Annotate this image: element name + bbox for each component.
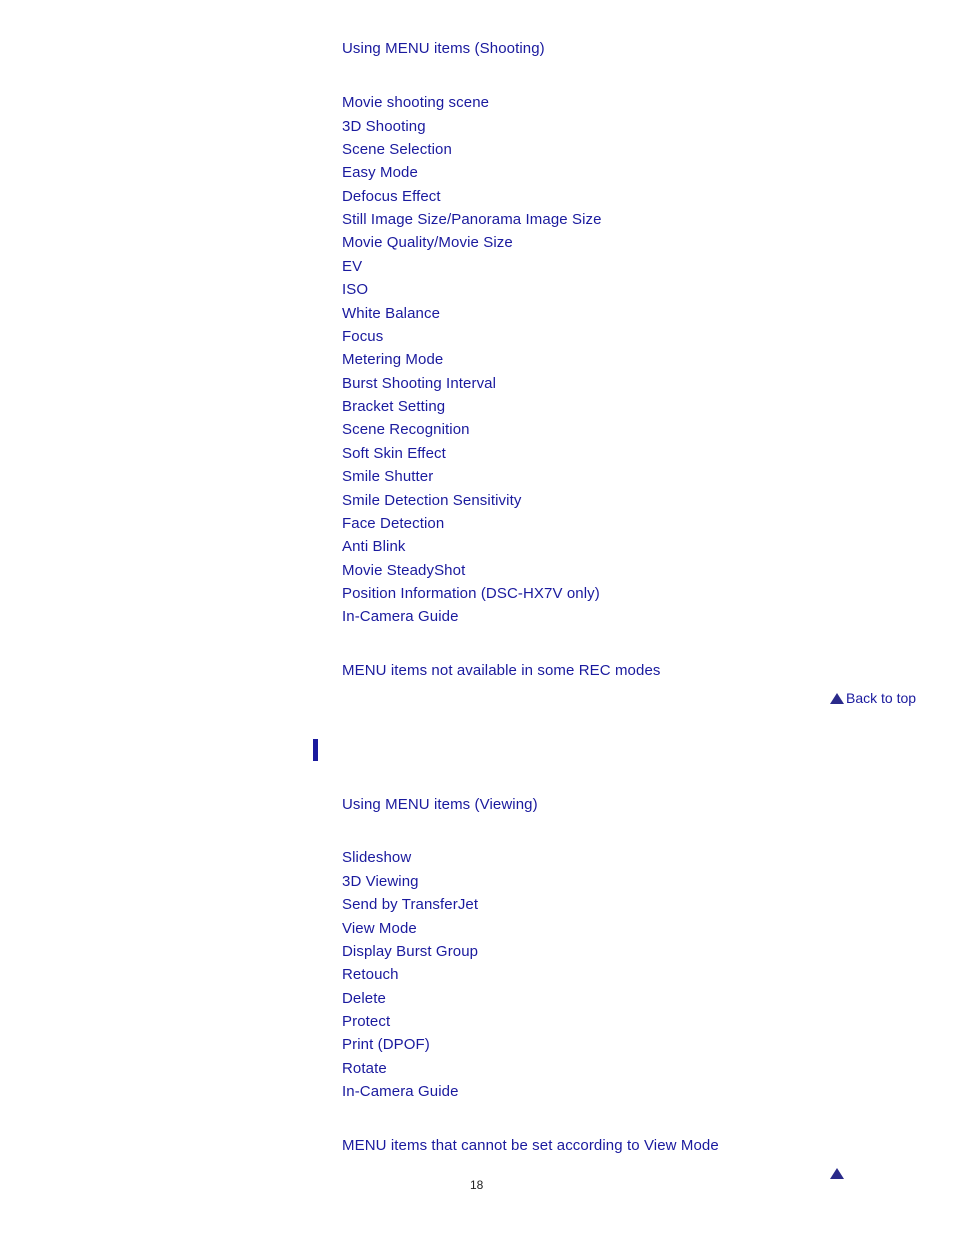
viewing-item-link[interactable]: Rotate	[342, 1060, 387, 1077]
shooting-item-link[interactable]: Movie SteadyShot	[342, 562, 466, 579]
menu-items-cannot-be-set-link[interactable]: MENU items that cannot be set according to View Mode	[342, 1137, 719, 1154]
shooting-item-link[interactable]: Focus	[342, 328, 384, 345]
viewing-item-link[interactable]: Slideshow	[342, 849, 412, 866]
viewing-item-link[interactable]: In-Camera Guide	[342, 1083, 459, 1100]
section-marker-bar	[313, 739, 318, 761]
shooting-item-link[interactable]: 3D Shooting	[342, 118, 426, 135]
shooting-item-link[interactable]: Anti Blink	[342, 538, 406, 555]
viewing-item-link[interactable]: Display Burst Group	[342, 943, 479, 960]
menu-items-not-available-link[interactable]: MENU items not available in some REC modes	[342, 662, 661, 679]
shooting-item-link[interactable]: Defocus Effect	[342, 188, 441, 205]
using-menu-shooting-link[interactable]: Using MENU items (Shooting)	[342, 40, 545, 57]
shooting-item-link[interactable]: Bracket Setting	[342, 398, 446, 415]
shooting-item-link[interactable]: Scene Selection	[342, 141, 452, 158]
back-to-top-label: Back to top	[846, 690, 917, 706]
back-to-top-icon-link[interactable]	[830, 1165, 846, 1181]
shooting-item-link[interactable]: Metering Mode	[342, 351, 444, 368]
viewing-item-link[interactable]: View Mode	[342, 920, 417, 937]
up-triangle-icon	[830, 693, 844, 704]
shooting-item-link[interactable]: Movie Quality/Movie Size	[342, 234, 513, 251]
viewing-item-link[interactable]: Retouch	[342, 966, 399, 983]
back-to-top-link[interactable]	[830, 690, 916, 706]
shooting-item-link[interactable]: Soft Skin Effect	[342, 445, 446, 462]
shooting-item-link[interactable]: Movie shooting scene	[342, 94, 490, 111]
viewing-item-link[interactable]: Send by TransferJet	[342, 896, 479, 913]
shooting-item-link[interactable]: Still Image Size/Panorama Image Size	[342, 211, 602, 228]
shooting-item-link[interactable]: In-Camera Guide	[342, 608, 459, 625]
up-triangle-icon	[830, 1168, 844, 1179]
viewing-item-link[interactable]: Delete	[342, 990, 386, 1007]
viewing-item-link[interactable]: Print (DPOF)	[342, 1036, 430, 1053]
shooting-item-link[interactable]: EV	[342, 258, 363, 275]
shooting-item-link[interactable]: Face Detection	[342, 515, 445, 532]
shooting-item-link[interactable]: Scene Recognition	[342, 421, 470, 438]
shooting-item-link[interactable]: Burst Shooting Interval	[342, 375, 497, 392]
shooting-item-link[interactable]: Smile Detection Sensitivity	[342, 492, 522, 509]
shooting-item-link[interactable]: ISO	[342, 281, 369, 298]
viewing-item-link[interactable]: Protect	[342, 1013, 391, 1030]
page-number: 18	[470, 1178, 484, 1192]
shooting-item-link[interactable]: White Balance	[342, 305, 441, 322]
shooting-item-link[interactable]: Position Information (DSC-HX7V only)	[342, 585, 600, 602]
shooting-item-link[interactable]: Easy Mode	[342, 164, 418, 181]
shooting-item-link[interactable]: Smile Shutter	[342, 468, 434, 485]
viewing-item-link[interactable]: 3D Viewing	[342, 873, 419, 890]
using-menu-viewing-link[interactable]: Using MENU items (Viewing)	[342, 796, 538, 813]
